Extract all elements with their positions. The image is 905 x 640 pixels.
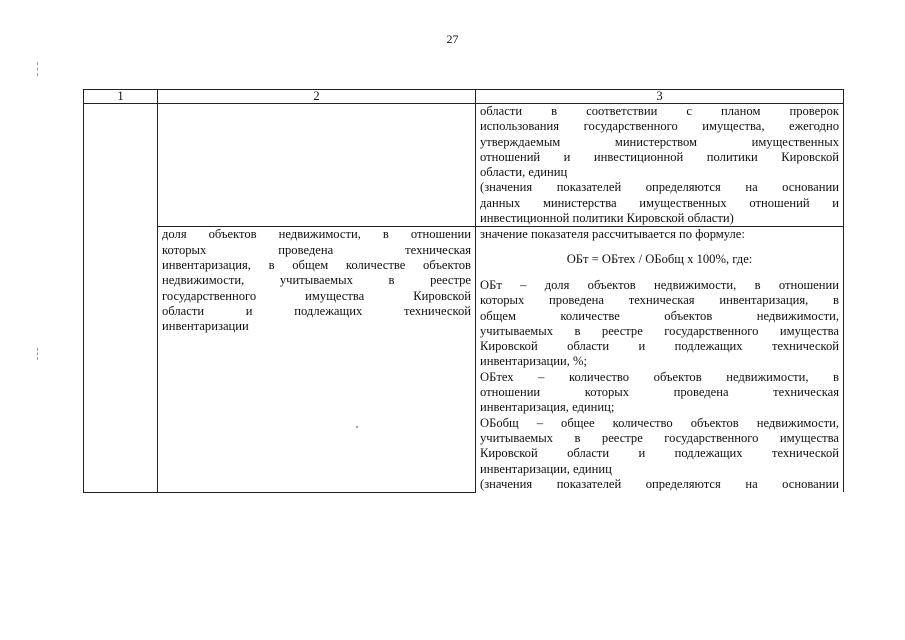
text-line: Кировской области и подлежащих технической — [480, 339, 839, 354]
table-header-row — [84, 90, 844, 104]
text-line: Кировской области и подлежащих технической — [480, 446, 839, 461]
text-line: недвижимости, учитываемых в реестре — [162, 273, 471, 288]
row-number-cell — [84, 104, 158, 493]
text-line: инвентаризации — [162, 319, 249, 334]
calculation-cell — [476, 227, 844, 492]
text-line: доля объектов недвижимости, в отношении — [162, 227, 471, 242]
formula-intro: значение показателя рассчитывается по формуле: — [480, 227, 745, 242]
text-line: общем количестве объектов недвижимости, — [480, 308, 839, 323]
text-line: отношений и инвестиционной политики Кировской — [480, 149, 839, 164]
header-cell-1: 1 — [84, 90, 158, 104]
text-line: инвентаризация, единиц; — [480, 400, 615, 415]
text-line: инвентаризации, единиц — [480, 461, 612, 476]
text-line: которых проведена техническая инвентаризация, в — [480, 293, 839, 308]
calculation-cell-continued — [476, 104, 844, 227]
left-margin-mark-top — [37, 62, 39, 76]
indicator-name-cell — [158, 227, 476, 492]
text-line: инвентаризации, %; — [480, 354, 588, 369]
indicator-name-cell-empty — [158, 104, 476, 227]
text-line: использования государственного имущества, ежегодно — [480, 119, 839, 134]
formula: ОБт = ОБтех / ОБобщ х 100%, где: — [566, 251, 753, 266]
text-line: ОБобщ – общее количество объектов недвижимости, — [480, 415, 839, 430]
left-margin-mark-bottom — [37, 348, 39, 360]
text-line: (значения показателей определяются на основании — [480, 476, 839, 491]
text-line: которых проведена техническая — [162, 242, 471, 257]
text-line: ОБт – доля объектов недвижимости, в отношении — [480, 277, 839, 292]
text-line: области и подлежащих технической — [162, 303, 471, 318]
text-line: инвентаризация, в общем количестве объектов — [162, 257, 471, 272]
text-line: области, единиц — [480, 165, 568, 180]
text-line: инвестиционной политики Кировской области) — [480, 211, 734, 226]
text-line: государственного имущества Кировской — [162, 288, 471, 303]
table-row-continuation — [84, 104, 844, 227]
text-line: (значения показателей определяются на основании — [480, 180, 839, 195]
text-line: учитываемых в реестре государственного имущества — [480, 323, 839, 338]
text-line: утверждаемым министерством имущественных — [480, 134, 839, 149]
text-line: отношении которых проведена техническая — [480, 385, 839, 400]
text-line: области в соответствии с планом проверок — [480, 104, 839, 118]
indicator-table — [83, 89, 844, 493]
table-row-technical-inventory — [84, 227, 844, 492]
text-line: данных министерства имущественных отношений и — [480, 195, 839, 210]
page-number: 27 — [446, 32, 459, 46]
text-line: учитываемых в реестре государственного имущества — [480, 430, 839, 445]
text-line: ОБтех – количество объектов недвижимости, в — [480, 369, 839, 384]
header-cell-2: 2 — [158, 90, 476, 104]
header-cell-3: 3 — [476, 90, 844, 104]
